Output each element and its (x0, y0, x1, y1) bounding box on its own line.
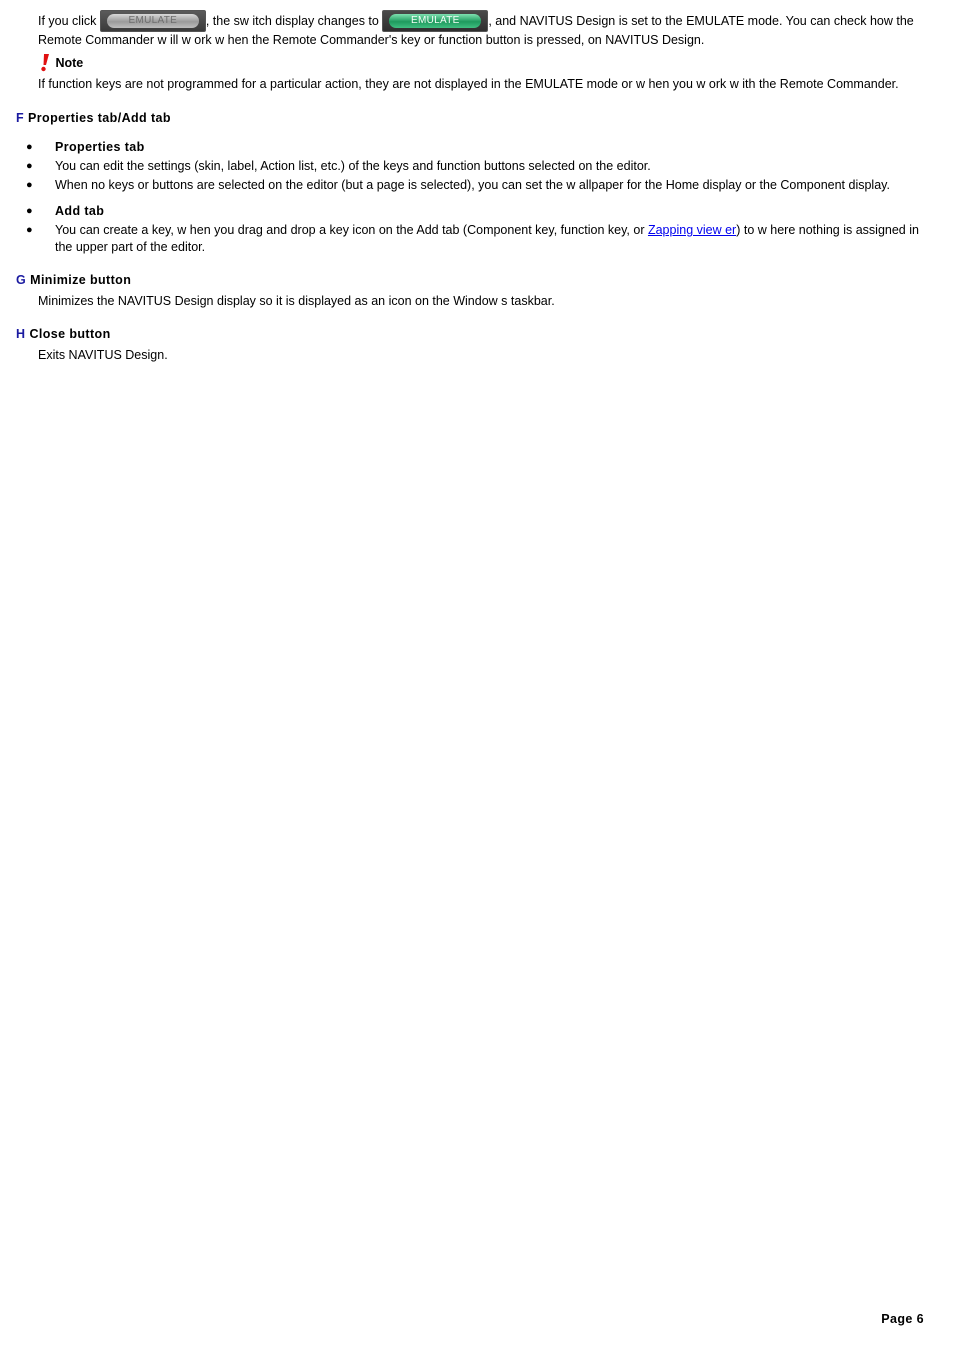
page-number: Page 6 (881, 1312, 924, 1326)
emulate-button-on[interactable] (382, 10, 488, 32)
list-item (26, 177, 934, 194)
list-item (26, 222, 934, 256)
section-g-title: Minimize button (30, 273, 132, 287)
properties-item-1: You can edit the settings (skin, label, Action list, etc.) of the keys and function buttons selected on the editor. (55, 159, 651, 173)
note-text: If function keys are not programmed for a particular action, they are not displayed in the EMULATE mode or w hen you w ork w ith the Remote Commander. (38, 77, 899, 91)
list-item (26, 139, 934, 156)
section-f-letter: F (16, 111, 25, 125)
zapping-viewer-link[interactable]: Zapping view er (647, 223, 737, 237)
properties-item-2: When no keys or buttons are selected on the editor (but a page is selected), you can set the w allpaper for the Home display or the Component display. (55, 178, 890, 192)
exclamation-icon (38, 53, 52, 73)
add-tab-heading: Add tab (55, 204, 105, 218)
bullet-icon: ● (26, 224, 33, 236)
emulate-button-off-label: EMULATE (107, 14, 199, 28)
properties-tab-heading: Properties tab (55, 140, 145, 154)
section-f-title: Properties tab/Add tab (28, 111, 171, 125)
bullet-icon: ● (26, 179, 33, 191)
intro-text-3: , and NAVITUS Design is set to the EMULATE mode. You can check how the Remote Commander w ill w ork w hen the Remote Commander's key or function button is pressed, on NAVITUS Design. (38, 14, 914, 47)
emulate-button-off[interactable] (100, 10, 206, 32)
add-item-text-2: ) to w here nothing is assigned in the upper part of the editor. (55, 223, 919, 254)
section-h-title: Close button (29, 327, 111, 341)
note-heading (38, 53, 83, 73)
note-heading-label: Note (55, 56, 84, 70)
list-item (26, 203, 934, 220)
bullet-icon: ● (26, 205, 33, 217)
add-item-text-1: You can create a key, w hen you drag and drop a key icon on the Add tab (Component key, function key, or (55, 223, 648, 237)
section-h-letter: H (16, 327, 26, 341)
section-h-text: Exits NAVITUS Design. (38, 348, 168, 362)
intro-text-2: , the sw itch display changes to (205, 14, 383, 28)
section-g-text: Minimizes the NAVITUS Design display so it is displayed as an icon on the Window s taskbar. (38, 294, 555, 308)
section-f-heading (16, 110, 171, 127)
bullet-icon: ● (26, 141, 33, 153)
emulate-button-on-label: EMULATE (389, 14, 481, 28)
list-item (26, 158, 934, 175)
bullet-icon: ● (26, 160, 33, 172)
section-h-heading (16, 326, 111, 343)
intro-paragraph (38, 10, 934, 49)
add-tab-item (55, 222, 934, 256)
section-g-heading (16, 272, 131, 289)
section-g-letter: G (16, 273, 27, 287)
intro-text-1: If you click (38, 14, 100, 28)
